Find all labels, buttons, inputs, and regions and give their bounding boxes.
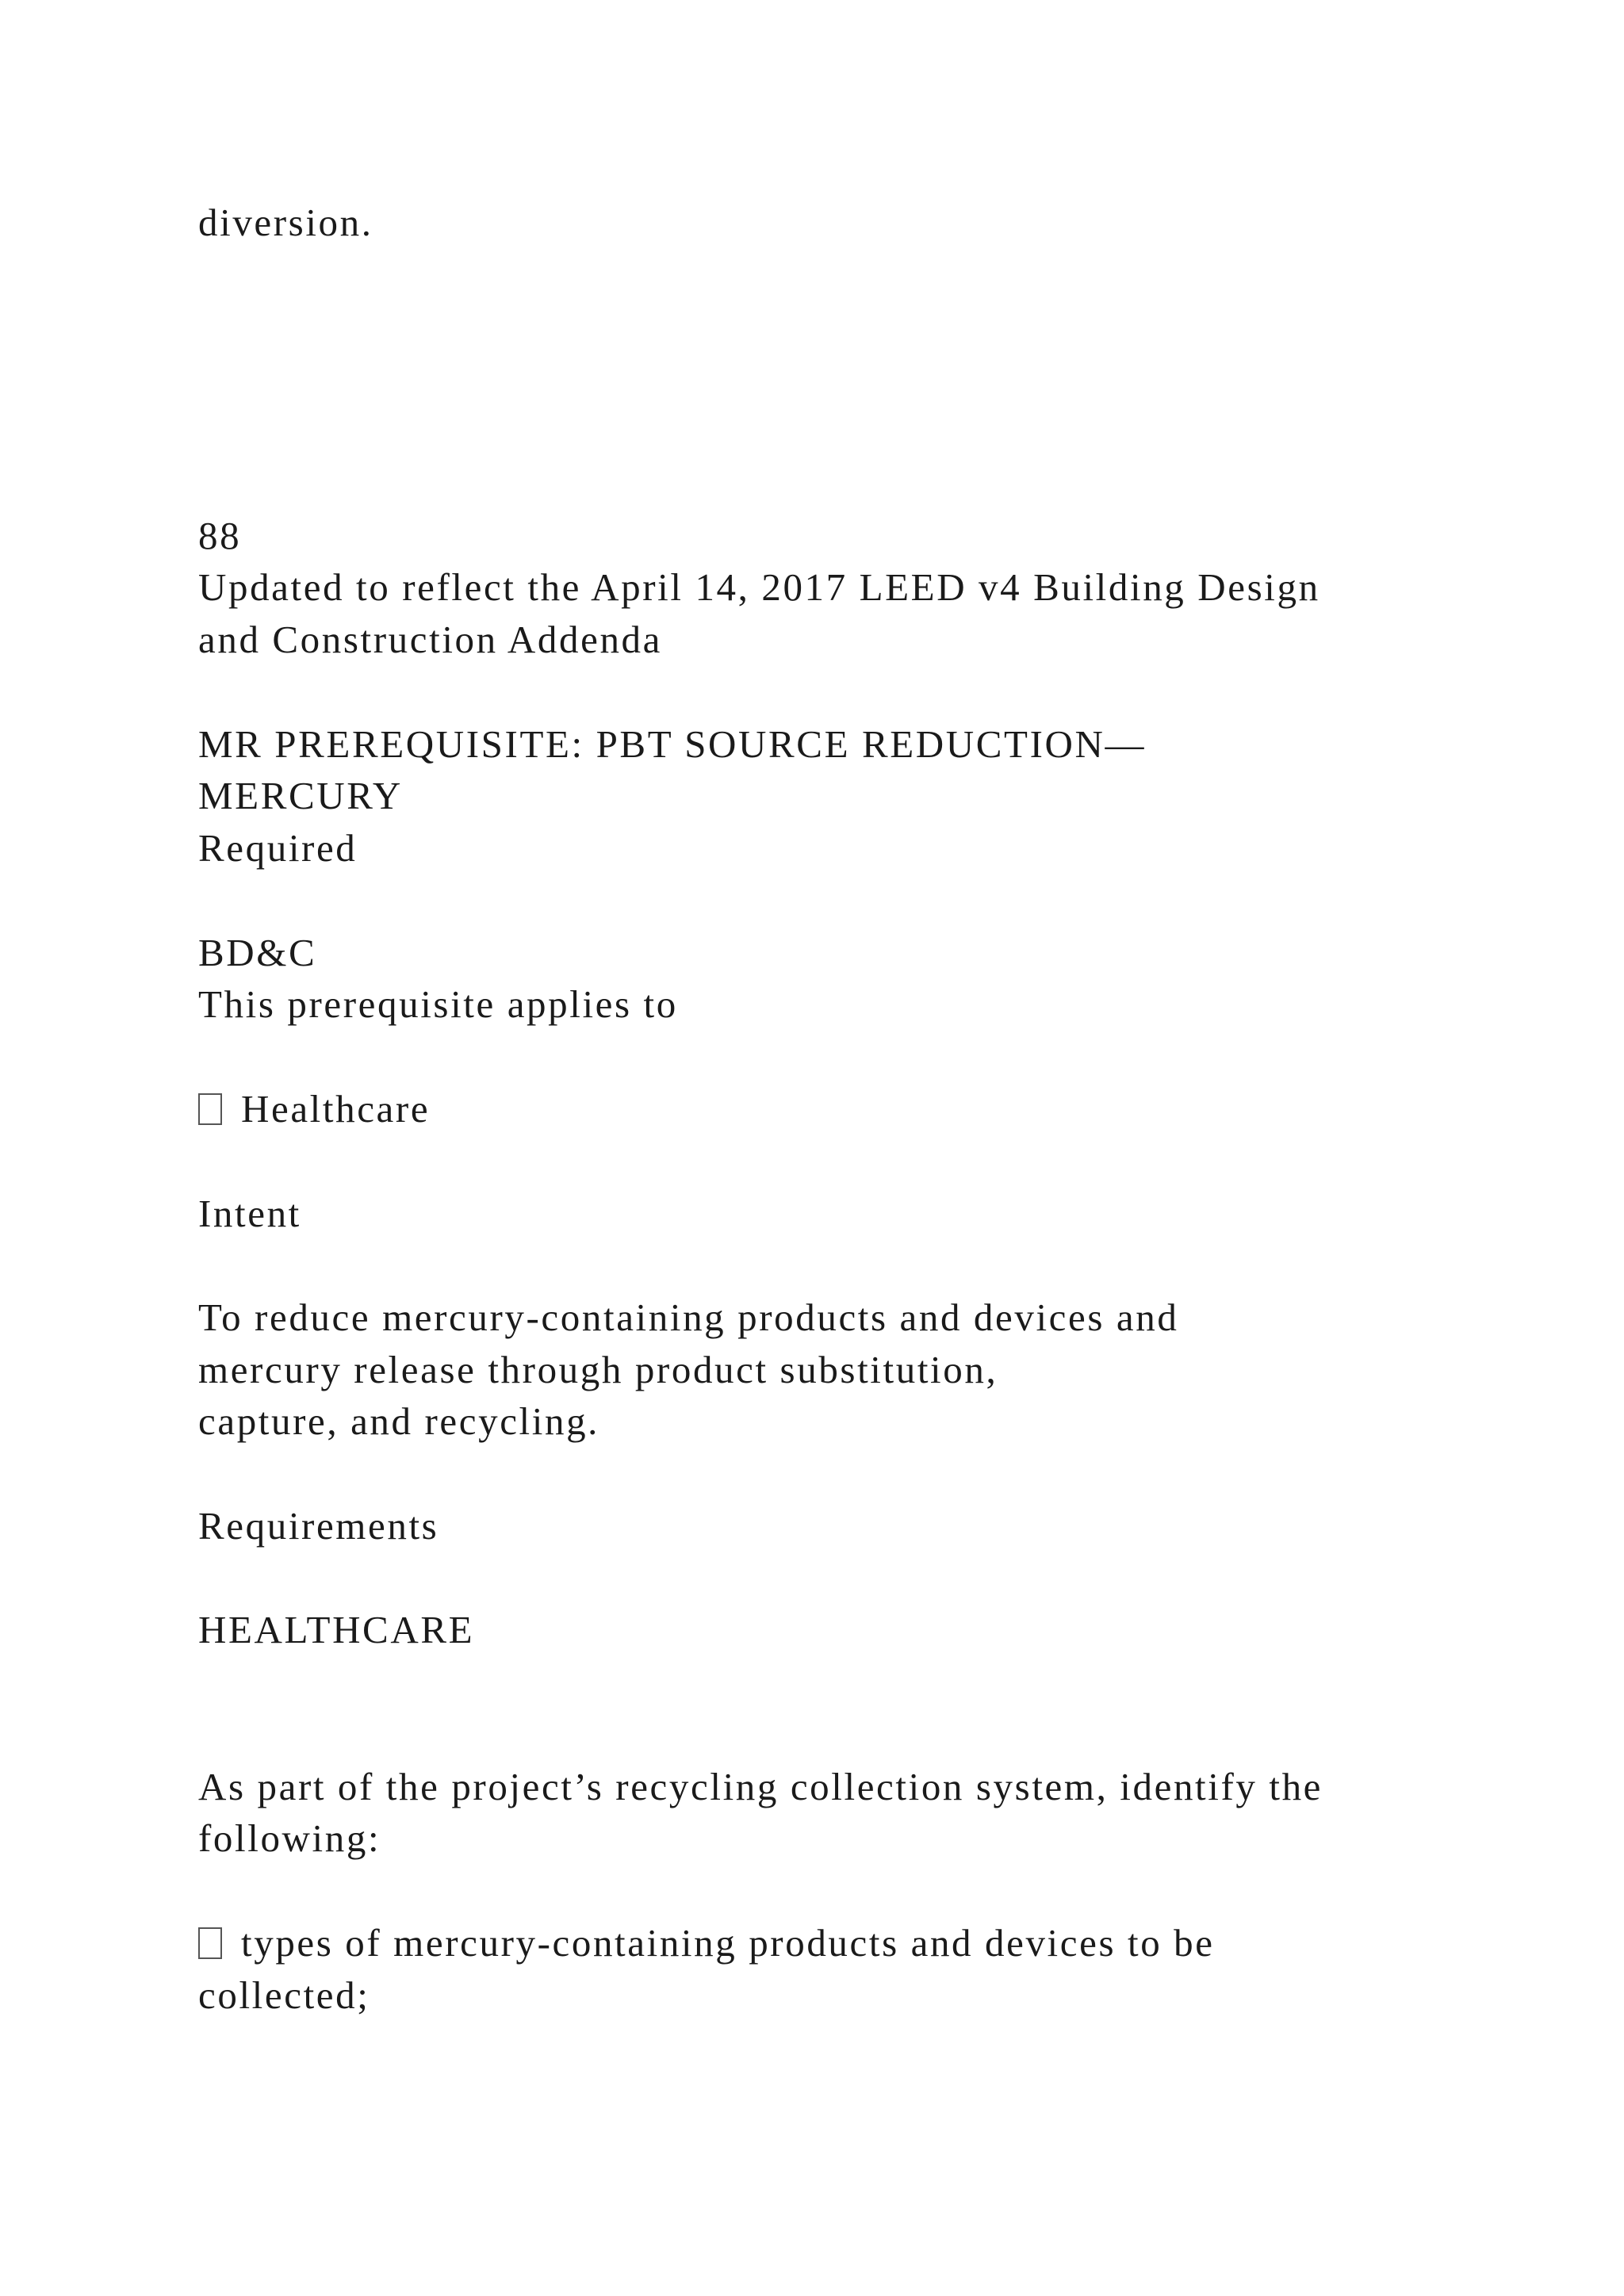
intent-heading: Intent (198, 1192, 301, 1235)
applies-to-label: This prerequisite applies to (198, 982, 678, 1026)
rating-system: BD&C (198, 931, 317, 974)
update-note-line-1: Updated to reflect the April 14, 2017 LEED v4 Building Design (198, 565, 1320, 609)
update-note-line-2: and Construction Addenda (198, 618, 662, 661)
checkbox-icon (198, 1927, 222, 1959)
intent-text-line-2: mercury release through product substitution, (198, 1348, 998, 1391)
continuation-text: diversion. (198, 201, 373, 244)
intent-text-line-1: To reduce mercury-containing products and devices and (198, 1295, 1179, 1339)
requirements-text-line-1: As part of the project’s recycling collection system, identify the (198, 1765, 1323, 1808)
requirements-text-line-2: following: (198, 1816, 381, 1860)
bullet-item-text: types of mercury-containing products and devices to be (241, 1921, 1215, 1965)
prereq-title-line-2: MERCURY (198, 774, 403, 817)
page-number: 88 (198, 514, 242, 557)
bullet-item-line-1 (198, 1917, 1215, 1969)
applies-to-item-label: Healthcare (241, 1087, 431, 1131)
prereq-status: Required (198, 826, 358, 870)
bullet-item-line-2: collected; (198, 1973, 370, 2017)
healthcare-heading: HEALTHCARE (198, 1608, 475, 1651)
applies-to-item (198, 1083, 430, 1135)
prereq-title-line-1: MR PREREQUISITE: PBT SOURCE REDUCTION— (198, 722, 1147, 766)
intent-text-line-3: capture, and recycling. (198, 1399, 600, 1443)
checkbox-icon (198, 1093, 222, 1125)
requirements-heading: Requirements (198, 1504, 439, 1548)
